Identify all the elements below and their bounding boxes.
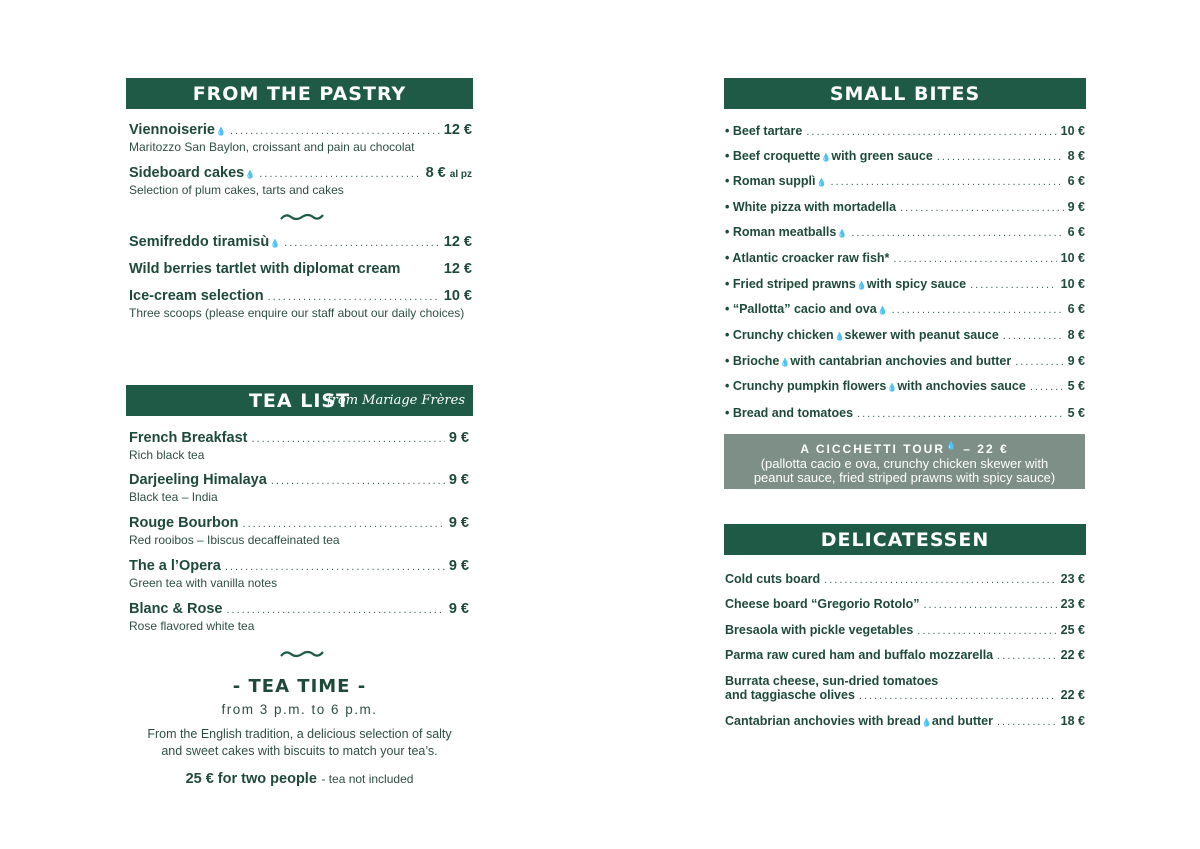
leader-dots: [226, 604, 444, 616]
item-name: • Beef croquette: [725, 149, 821, 163]
leader-dots: [268, 291, 440, 303]
item-price: 8 €: [1067, 149, 1085, 163]
price-suffix: al pz: [449, 169, 472, 180]
item-description: Three scoops (please enquire our staff about our daily choices): [129, 306, 465, 320]
tour-price: – 22 €: [957, 442, 1009, 456]
leader-dots: [230, 125, 440, 137]
small-bites-title: SMALL BITES: [829, 82, 981, 105]
list-item: [725, 623, 1085, 637]
item-description: Rich black tea: [129, 448, 205, 462]
wave-divider-icon: [280, 211, 324, 223]
item-price: 12 €: [443, 122, 472, 138]
item-name: Semifreddo tiramisù: [129, 234, 270, 250]
item-price: 6 €: [1067, 302, 1085, 316]
tour-title: A CICCHETTI TOUR: [800, 442, 945, 456]
item-name: • Crunchy chicken: [725, 328, 834, 342]
list-item: [725, 225, 1085, 239]
item-price: 5 €: [1067, 406, 1085, 420]
leader-dots: [284, 237, 440, 249]
leader-dots: [1015, 356, 1063, 368]
item-description: Green tea with vanilla notes: [129, 576, 278, 590]
water-drop-icon: 💧: [946, 441, 958, 450]
item-price: 6 €: [1067, 174, 1085, 188]
menu-item: [129, 261, 472, 277]
item-description: Maritozzo San Baylon, croissant and pain au chocolat: [129, 140, 415, 154]
leader-dots: [830, 176, 1063, 188]
item-name: • Crunchy pumpkin flowers: [725, 379, 887, 393]
item-name: French Breakfast: [129, 430, 248, 446]
menu-item: [129, 288, 472, 321]
list-item: [725, 277, 1085, 291]
item-name-cont: with anchovies sauce: [897, 379, 1026, 393]
leader-dots: [900, 202, 1064, 214]
list-item: [725, 174, 1085, 188]
item-price: 12 €: [443, 261, 472, 277]
item-name-cont: and butter: [931, 714, 993, 728]
item-price: 10 €: [1060, 124, 1085, 138]
item-price: 9 €: [448, 515, 469, 531]
item-name: Parma raw cured ham and buffalo mozzarella: [725, 648, 994, 662]
item-price: 9 €: [448, 472, 469, 488]
list-item: [725, 572, 1085, 586]
small-bites-header: [724, 78, 1086, 109]
item-price: 6 €: [1067, 225, 1085, 239]
list-item: [725, 597, 1085, 611]
item-price: 23 €: [1060, 597, 1085, 611]
list-item: [725, 674, 1085, 702]
water-drop-icon: 💧: [837, 229, 848, 238]
pastry-title: FROM THE PASTRY: [192, 82, 407, 105]
tea-time-price: 25 € for two people: [185, 771, 317, 787]
item-price: 9 €: [1067, 200, 1085, 214]
leader-dots: [892, 304, 1064, 316]
list-item: [725, 406, 1085, 420]
wave-divider-icon: [280, 648, 324, 660]
list-item: [725, 328, 1085, 342]
item-name-cont: with spicy sauce: [866, 277, 967, 291]
item-name: The a l’Opera: [129, 558, 221, 574]
item-description: Rose flavored white tea: [129, 619, 255, 633]
item-name: • Bread and tomatoes: [725, 406, 854, 420]
leader-dots: [1003, 330, 1064, 342]
item-name: Bresaola with pickle vegetables: [725, 623, 914, 637]
list-item: [725, 200, 1085, 214]
leader-dots: [997, 650, 1057, 662]
leader-dots: [1030, 381, 1064, 393]
item-name: Cold cuts board: [725, 572, 821, 586]
list-item: [725, 379, 1085, 393]
list-item: [725, 714, 1085, 728]
tour-title-line: [724, 439, 1085, 457]
list-item: [725, 149, 1085, 163]
water-drop-icon: 💧: [887, 383, 898, 392]
item-name-cont: with green sauce: [831, 149, 933, 163]
item-price: 18 €: [1060, 714, 1085, 728]
item-description: Selection of plum cakes, tarts and cakes: [129, 183, 344, 197]
leader-dots: [271, 475, 445, 487]
menu-item: [129, 601, 469, 634]
menu-item: [129, 165, 472, 198]
water-drop-icon: 💧: [877, 306, 888, 315]
water-drop-icon: 💧: [816, 178, 827, 187]
leader-dots: [859, 690, 1057, 702]
leader-dots: [893, 253, 1056, 265]
item-name: • Fried striped prawns: [725, 277, 856, 291]
menu-item: [129, 472, 469, 505]
leader-dots: [851, 227, 1063, 239]
item-name: • Brioche: [725, 354, 780, 368]
item-name: Cantabrian anchovies with bread: [725, 714, 921, 728]
item-price: 12 €: [443, 234, 472, 250]
pastry-header: [126, 78, 473, 109]
item-price: 23 €: [1060, 572, 1085, 586]
item-price: 22 €: [1060, 648, 1085, 662]
item-description: Black tea – India: [129, 490, 218, 504]
item-name: • “Pallotta” cacio and ova: [725, 302, 877, 316]
item-price: 22 €: [1060, 688, 1085, 702]
item-name: Cheese board “Gregorio Rotolo”: [725, 597, 920, 611]
cicchetti-tour-box: [724, 434, 1085, 489]
item-name: Rouge Bourbon: [129, 515, 239, 531]
menu-item: [129, 234, 472, 250]
item-price: 8 €: [1067, 328, 1085, 342]
water-drop-icon: 💧: [821, 153, 832, 162]
tea-header: [126, 385, 473, 416]
tea-time-note: - tea not included: [321, 772, 414, 786]
leader-dots: [824, 574, 1057, 586]
item-name: Darjeeling Himalaya: [129, 472, 267, 488]
list-item: [725, 124, 1085, 138]
menu-item: [129, 515, 469, 548]
item-name: Sideboard cakes: [129, 165, 245, 181]
item-name-cont: skewer with peanut sauce: [844, 328, 999, 342]
item-price: [426, 165, 472, 181]
item-price: 9 €: [1067, 354, 1085, 368]
tea-time-hours: from 3 p.m. to 6 p.m.: [221, 702, 378, 717]
water-drop-icon: 💧: [856, 281, 867, 290]
tea-time-desc-2: and sweet cakes with biscuits to match your tea’s.: [161, 744, 438, 758]
menu-item: [129, 558, 469, 591]
item-name-line1: Burrata cheese, sun-dried tomatoes: [725, 674, 939, 688]
item-price: 25 €: [1060, 623, 1085, 637]
item-name: • Roman meatballs: [725, 225, 837, 239]
item-name: Ice-cream selection: [129, 288, 264, 304]
list-item: [725, 251, 1085, 265]
item-name-cont: with cantabrian anchovies and butter: [790, 354, 1012, 368]
leader-dots: [806, 126, 1056, 138]
leader-dots: [923, 599, 1056, 611]
item-name: Blanc & Rose: [129, 601, 223, 617]
tea-time-price-line: [116, 770, 483, 788]
leader-dots: [997, 716, 1057, 728]
water-drop-icon: 💧: [270, 239, 281, 248]
water-drop-icon: 💧: [215, 127, 226, 136]
item-price: 10 €: [1060, 251, 1085, 265]
leader-dots: [937, 151, 1064, 163]
item-name: and taggiasche olives: [725, 688, 855, 702]
tea-time-desc-1: From the English tradition, a delicious selection of salty: [147, 727, 452, 741]
tea-time-title: - TEA TIME -: [232, 676, 367, 697]
list-item: [725, 354, 1085, 368]
leader-dots: [917, 625, 1056, 637]
delicatessen-header: [724, 524, 1086, 555]
tour-desc-1: (pallotta cacio e ova, crunchy chicken skewer with: [760, 455, 1049, 471]
leader-dots: [857, 408, 1064, 420]
water-drop-icon: 💧: [834, 332, 845, 341]
water-drop-icon: 💧: [245, 170, 256, 179]
item-description: Red rooibos – Ibiscus decaffeinated tea: [129, 533, 340, 547]
tea-title: TEA LIST: [248, 389, 351, 412]
item-name: Viennoiserie: [129, 122, 215, 138]
price-value: 8 €: [425, 165, 446, 181]
tea-subtitle: from Mariage Frères: [326, 393, 465, 408]
menu-item: [129, 122, 472, 155]
item-name: • Beef tartare: [725, 124, 803, 138]
item-price: 9 €: [448, 558, 469, 574]
item-price: 9 €: [448, 601, 469, 617]
leader-dots: [259, 168, 421, 180]
item-name: • Roman supplì: [725, 174, 816, 188]
leader-dots: [225, 561, 445, 573]
item-price: 5 €: [1067, 379, 1085, 393]
leader-dots: [243, 518, 445, 530]
delicatessen-title: DELICATESSEN: [820, 528, 990, 551]
item-name: Wild berries tartlet with diplomat cream: [129, 261, 401, 277]
item-price: 10 €: [443, 288, 472, 304]
leader-dots: [251, 433, 444, 445]
leader-dots: [970, 279, 1057, 291]
item-name: • Atlantic croacker raw fish*: [725, 251, 890, 265]
item-name: • White pizza with mortadella: [725, 200, 897, 214]
list-item: [725, 302, 1085, 316]
water-drop-icon: 💧: [921, 718, 932, 727]
tour-desc-2: peanut sauce, fried striped prawns with spicy sauce): [753, 470, 1056, 485]
item-price: 9 €: [448, 430, 469, 446]
water-drop-icon: 💧: [780, 358, 791, 367]
menu-item: [129, 430, 469, 463]
list-item: [725, 648, 1085, 662]
item-price: 10 €: [1060, 277, 1085, 291]
